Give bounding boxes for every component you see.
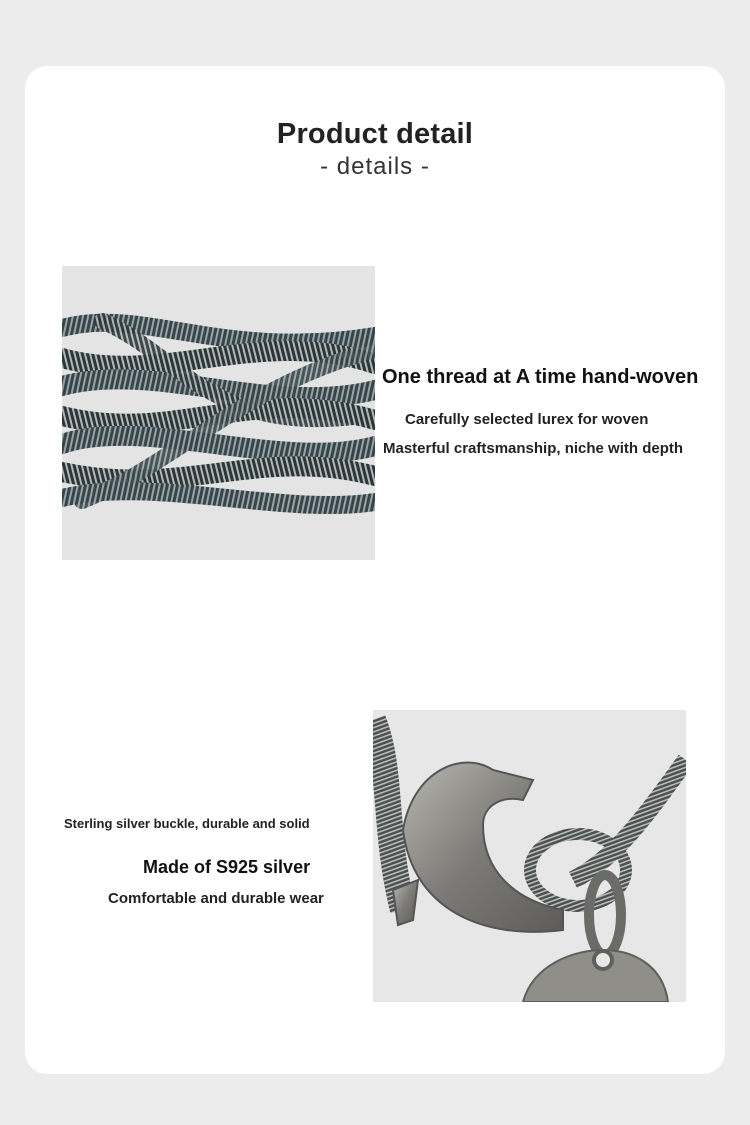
weave-line-2: Masterful craftsmanship, niche with depth (383, 440, 684, 457)
weave-headline: One thread at A time hand-woven (382, 366, 699, 388)
weave-line-1: Carefully selected lurex for woven (405, 411, 649, 428)
silver-clasp-photo (373, 710, 686, 1002)
braided-cord-photo (62, 266, 375, 560)
clasp-line-2: Comfortable and durable wear (108, 890, 324, 907)
page-subtitle: - details - (320, 153, 430, 180)
clasp-headline: Made of S925 silver (143, 857, 311, 877)
clasp-line-1: Sterling silver buckle, durable and solid (64, 816, 310, 831)
page-title: Product detail (276, 118, 474, 150)
